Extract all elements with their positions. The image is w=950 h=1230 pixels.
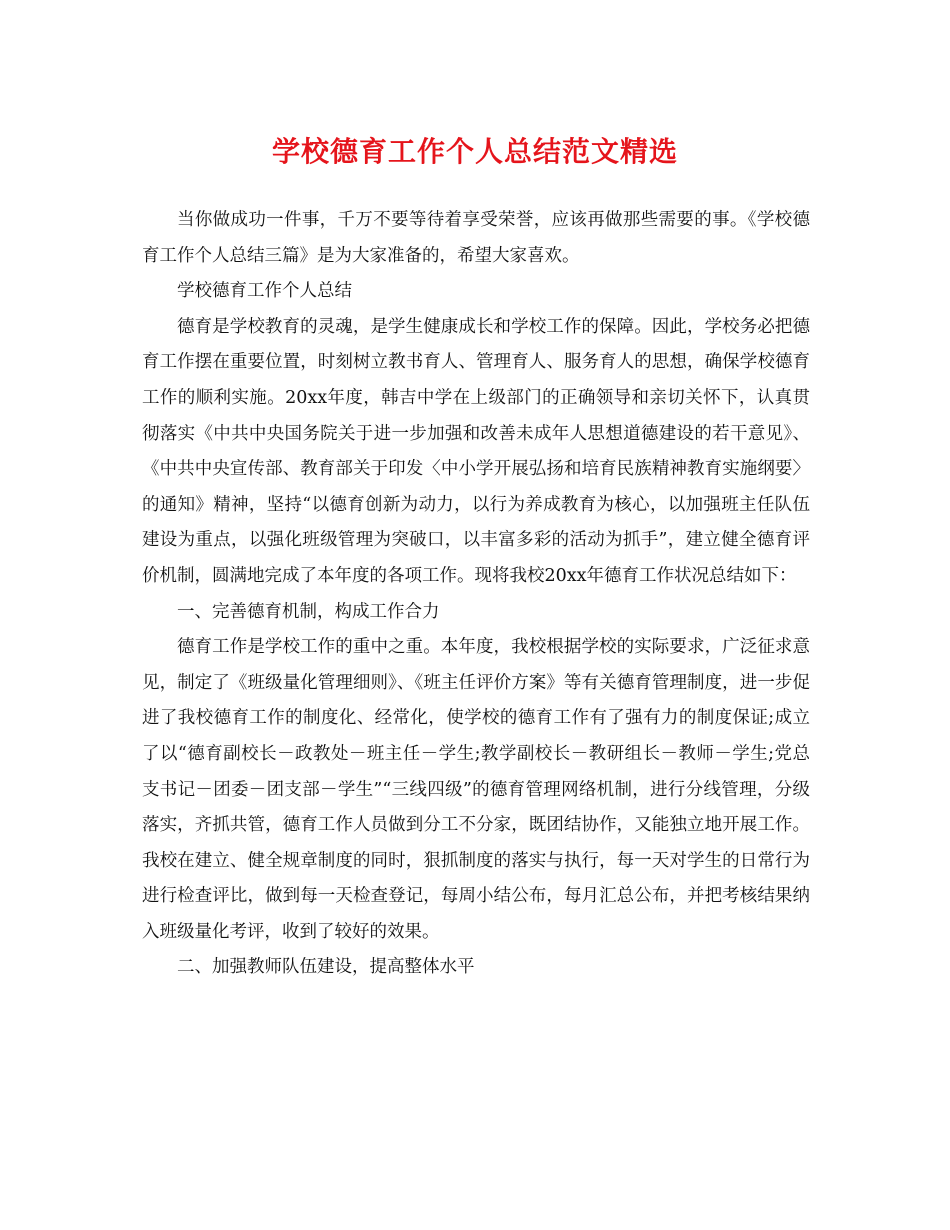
document-body [142,203,810,986]
intro-paragraph: 当你做成功一件事，千万不要等待着享受荣誉，应该再做那些需要的事。《学校德育工作个人总结三篇》是为大家准备的，希望大家喜欢。 [142,210,810,266]
section-heading: 学校德育工作个人总结 [177,281,352,302]
section-heading: 二、加强教师队伍建设，提高整体水平 [177,957,475,978]
section-heading: 一、完善德育机制，构成工作合力 [177,601,440,622]
body-paragraph: 德育是学校教育的灵魂，是学生健康成长和学校工作的保障。因此，学校务必把德育工作摆在重要位置，时刻树立教书育人、管理育人、服务育人的思想，确保学校德育工作的顺利实施。20xx年度，韩吉中学在上级部门的正确领导和亲切关怀下，认真贯彻落实《中共中央国务院关于进一步加强和改善未成年人思想道德建设的若干意见》、《中共中央宣传部、教育部关于印发〈中小学开展弘扬和培育民族精神教育实施纲要〉的通知》精神，坚持“以德育创新为动力，以行为养成教育为核心，以加强班主任队伍建设为重点，以强化班级管理为突破口，以丰富多彩的活动为抓手”，建立健全德育评价机制，圆满地完成了本年度的各项工作。现将我校20xx年德育工作状况总结如下： [142,316,810,586]
body-paragraph: 德育工作是学校工作的重中之重。本年度，我校根据学校的实际要求，广泛征求意见，制定了《班级量化管理细则》、《班主任评价方案》等有关德育管理制度，进一步促进了我校德育工作的制度化、经常化，使学校的德育工作有了强有力的制度保证;成立了以“德育副校长－政教处－班主任－学生;教学副校长－教研组长－教师－学生;党总支书记－团委－团支部－学生”“三线四级”的德育管理网络机制，进行分线管理，分级落实，齐抓共管，德育工作人员做到分工不分家，既团结协作，又能独立地开展工作。我校在建立、健全规章制度的同时，狠抓制度的落实与执行，每一天对学生的日常行为进行检查评比，做到每一天检查登记，每周小结公布，每月汇总公布，并把考核结果纳入班级量化考评，收到了较好的效果。 [142,637,810,942]
document-title: 学校德育工作个人总结范文精选 [271,135,678,168]
